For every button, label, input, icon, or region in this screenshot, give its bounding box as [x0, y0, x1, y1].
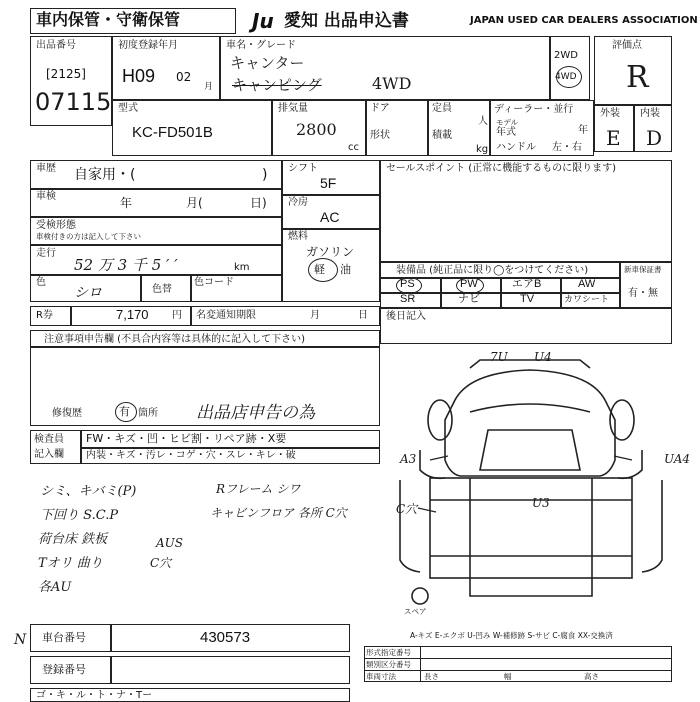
notes-label: 注意事項申告欄 (不具合内容等は具体的に記入して下さい): [44, 334, 305, 345]
receiver-note: 車検付きの方は記入して下さい: [36, 232, 141, 241]
repair-label: 修復歴: [52, 408, 82, 419]
inspector-label2: 記入欄: [34, 449, 64, 460]
sales-label: セールスポイント (正常に機能するものに限ります): [386, 163, 617, 174]
warranty-value: 有・無: [628, 288, 658, 299]
name-change-label: 名変通知期限: [196, 310, 256, 321]
dealer-l3b: 左・右: [552, 142, 582, 153]
fuel-opt2: 油: [340, 263, 351, 276]
disp-label: 排気量: [278, 103, 308, 114]
handnote-3: 荷台床 鉄板: [38, 532, 108, 547]
ext-value: E: [606, 126, 621, 150]
drive-2wd: 2WD: [554, 50, 578, 61]
equip-item-navi: ナビ: [458, 293, 480, 305]
size-l3: 車両寸法: [366, 672, 396, 681]
handnote-2: 下回り S.C.P: [40, 508, 119, 523]
recycle-unit: 円: [172, 310, 182, 321]
int-value: D: [646, 126, 663, 150]
inspection-year: 年: [120, 196, 133, 210]
lot-number: 07115: [35, 88, 112, 116]
equip-item-ps: PS: [400, 278, 415, 290]
bottom-row: ゴ・キ・ル・ト・ナ・Tー: [36, 690, 153, 701]
inspection-month: 月(: [186, 196, 203, 210]
first-reg-month-unit: 月: [204, 82, 214, 92]
spare-label: スペア: [404, 607, 427, 616]
handnote-8: AUS: [156, 536, 183, 550]
equip-item-tv: TV: [520, 293, 535, 305]
equip-item-pw: PW: [460, 278, 478, 290]
color-value: シロ: [74, 285, 102, 301]
handnote-5: 各AU: [38, 580, 72, 595]
dealer-l2c: 年: [578, 125, 588, 136]
registration-label: 登録番号: [42, 663, 86, 676]
int-label: 内装: [640, 108, 660, 119]
cap-unit: 人: [478, 116, 488, 127]
shift-value: 5F: [320, 175, 337, 191]
inspection-label: 車検: [36, 191, 56, 202]
size-hgt: 高さ: [584, 672, 599, 681]
disp-unit: cc: [348, 142, 359, 153]
ac-label: 冷房: [288, 197, 308, 208]
margin-n: N: [14, 632, 27, 648]
dealer-l1: ディーラー・並行: [494, 104, 574, 115]
receiver-label: 受検形態: [36, 220, 76, 231]
drive-4wd: 4WD: [555, 72, 577, 82]
color-label: 色: [36, 277, 46, 288]
equip-item-seat: カワシート: [564, 295, 610, 305]
repair-part: 箇所: [138, 408, 158, 419]
repair-value: 有: [119, 405, 130, 418]
mileage-unit: km: [234, 262, 250, 273]
equip-item-aw: AW: [578, 278, 596, 290]
diag-mark-u3: U3: [532, 496, 550, 510]
lot-sub: [2125]: [46, 67, 86, 81]
after-label: 後日記入: [386, 311, 426, 322]
diag-mark-a3: A3: [400, 452, 417, 466]
recycle-value: 7,170: [116, 307, 149, 322]
fuel-value: ガソリン: [306, 245, 355, 259]
equip-item-airbag: エアB: [512, 278, 542, 290]
equip-item-sr: SR: [400, 293, 416, 305]
handnote-9: C穴: [150, 556, 172, 570]
form-title: 愛知 出品申込書: [284, 11, 409, 31]
cap-label: 定員: [432, 103, 452, 114]
size-l1: 形式指定番号: [366, 648, 411, 657]
first-reg-month: 02: [176, 70, 192, 84]
history-label: 車歴: [36, 163, 56, 174]
inspector-row1: FW・キズ・凹・ヒビ割・リペア跡・X要: [86, 432, 287, 445]
load-label: 積載: [432, 130, 452, 141]
fuel-opt: 軽: [314, 263, 325, 276]
ju-logo: Ju: [252, 9, 274, 33]
handnote-7: キャビンフロア 各所 C穴: [210, 506, 347, 520]
color-change-label: 色替: [152, 284, 172, 295]
mileage-label: 走行: [36, 248, 56, 259]
handnote-4: Tオリ 曲り: [38, 556, 103, 571]
inspector-label1: 検査員: [34, 434, 64, 445]
first-reg-label: 初度登録年月: [118, 40, 178, 51]
diag-mark-7u: 7U: [490, 350, 508, 364]
size-l2: 類別区分番号: [366, 660, 411, 669]
diag-mark-u4: U4: [534, 350, 552, 364]
size-len: 長さ: [424, 672, 439, 681]
dealer-l2a: モデル: [496, 118, 519, 127]
model-value: KC-FD501B: [132, 124, 213, 141]
name-label: 車名・グレード: [226, 40, 296, 51]
inspection-day: 日): [250, 196, 267, 210]
chassis-value: 430573: [200, 629, 251, 646]
history-close: ): [262, 167, 268, 183]
recycle-day: 日: [358, 310, 368, 321]
disp-value: 2800: [296, 120, 337, 139]
legend: A-キズ E-エクボ U-凹み W-補修跡 S-サビ C-腐食 XX-交換済: [410, 631, 613, 640]
grade-struck: キャンピング: [232, 76, 322, 94]
warranty-label: 新車保証書: [624, 265, 662, 274]
handnote-6: Rフレーム シワ: [216, 482, 301, 496]
grade-value: 4WD: [372, 74, 412, 93]
first-reg-era: H09: [122, 66, 156, 86]
inspector-row2: 内装・キズ・汚レ・コゲ・穴・スレ・キレ・破: [86, 450, 296, 461]
recycle-label: R券: [36, 310, 53, 321]
history-value: 自家用・(: [74, 167, 136, 183]
car-name: キャンター: [230, 54, 305, 72]
handnote-1: シミ、キバミ(P): [40, 484, 137, 499]
ac-value: AC: [320, 209, 340, 225]
ext-label: 外装: [600, 108, 620, 119]
shape-label: 形状: [370, 130, 390, 141]
size-wid: 幅: [504, 672, 512, 681]
diag-mark-ua4: UA4: [664, 452, 691, 466]
association-name: JAPAN USED CAR DEALERS ASSOCIATION: [470, 15, 698, 26]
score-value: R: [626, 60, 649, 95]
shift-label: シフト: [288, 163, 318, 174]
diag-mark-c: C穴: [396, 502, 418, 516]
dealer-l2b: 年式: [496, 127, 516, 138]
model-label: 型式: [118, 103, 138, 114]
mileage-value: 52 万 3 千 5 ′ ′: [74, 256, 178, 274]
score-label: 評価点: [612, 40, 642, 51]
fuel-label: 燃料: [288, 231, 308, 242]
recycle-month: 月: [310, 310, 320, 321]
storage-title: 車内保管・守衛保管: [36, 12, 181, 29]
color-code-label: 色コード: [194, 277, 234, 288]
lot-label: 出品番号: [36, 40, 76, 51]
dealer-l3: ハンドル: [496, 142, 536, 153]
door-label: ドア: [370, 103, 390, 114]
load-unit: kg: [476, 144, 489, 155]
equipment-label: 装備品 (純正品に限り◯をつけてください): [396, 265, 589, 276]
chassis-label: 車台番号: [42, 631, 86, 644]
repair-detail: 出品店申告の為: [196, 403, 315, 423]
